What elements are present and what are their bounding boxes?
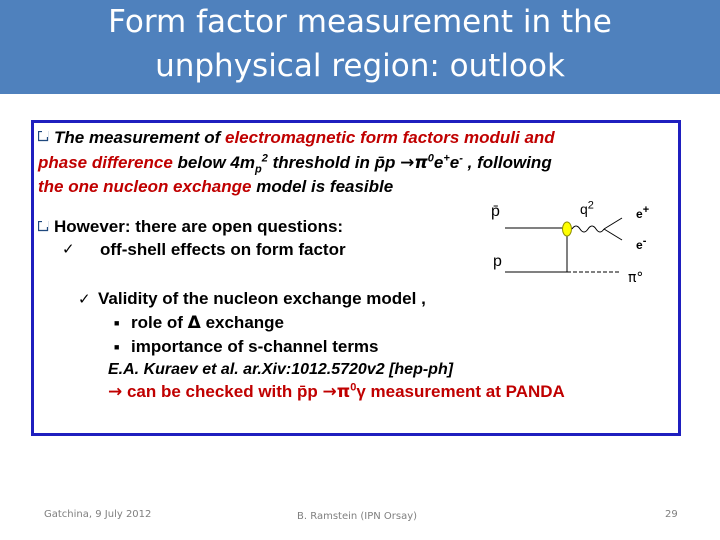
positron-line [604, 218, 622, 229]
checkmark-icon: ✓ [62, 240, 75, 258]
pion-label: π° [628, 270, 644, 286]
arrow-icon: → [400, 153, 415, 173]
positron-label [636, 204, 650, 221]
slide-title-line1: Form factor measurement in the [108, 4, 612, 40]
item-text: role of [131, 313, 188, 332]
arrow-icon: → [108, 382, 123, 402]
proton-label: p [493, 253, 502, 270]
pion-charge: 0 [427, 152, 434, 165]
checkmark-icon: ✓ [78, 290, 91, 308]
positron-symbol: e [433, 153, 444, 172]
square-superscript: 2 [261, 152, 268, 165]
electron-charge: - [642, 235, 647, 247]
positron-symbol: e [636, 207, 643, 221]
antiproton-label: p̄ [491, 203, 500, 220]
para1-line2 [38, 152, 552, 176]
proton-subscript: p [254, 163, 262, 176]
para1-highlight: electromagnetic form factors moduli and [225, 128, 555, 147]
slide-title-line2: unphysical region: outlook [155, 48, 565, 84]
electron-charge: - [459, 152, 463, 165]
square-superscript: 2 [587, 199, 594, 212]
checkbox-bullet-icon [38, 221, 49, 232]
para1-text: , following [462, 153, 552, 172]
item-text: exchange [200, 313, 284, 332]
form-factor-vertex [563, 222, 572, 236]
conclusion-text: can be checked with p̄p [122, 382, 323, 401]
para1-highlight: phase difference [38, 153, 173, 172]
arrow-icon: → [322, 382, 337, 402]
delta-exchange-item [131, 313, 284, 333]
footer-author: B. Ramstein (IPN Orsay) [297, 511, 418, 522]
conclusion-text: γ measurement at PANDA [356, 382, 565, 401]
para1-text: below 4m [172, 153, 255, 172]
square-bullet-icon: ■ [114, 318, 120, 328]
slide-title [0, 0, 720, 88]
reference: E.A. Kuraev et al. ar.Xiv:1012.5720v2 [hep-ph] [108, 361, 454, 378]
q2-label [580, 201, 594, 217]
para1-line3 [38, 177, 393, 197]
footer-date: Gatchina, 9 July 2012 [44, 509, 152, 520]
electron-symbol: e [636, 238, 643, 252]
positron-charge: + [642, 204, 650, 216]
para1-highlight: the one nucleon exchange [38, 177, 257, 196]
square-bullet-icon: ■ [114, 342, 120, 352]
page-number: 29 [665, 509, 678, 520]
pion-charge: 0 [350, 381, 357, 394]
electron-symbol: e [449, 153, 460, 172]
electron-line [604, 229, 622, 240]
electron-label [636, 235, 647, 252]
conclusion [108, 382, 565, 402]
validity-item: Validity of the nucleon exchange model , [98, 289, 426, 308]
s-channel-item: importance of s-channel terms [131, 337, 379, 356]
checkbox-bullet-icon [38, 131, 49, 142]
pion-symbol: π [336, 382, 351, 402]
positron-charge: + [443, 152, 450, 165]
off-shell-item: off-shell effects on form factor [100, 240, 346, 259]
pion-symbol: π [414, 153, 428, 173]
photon-line [572, 226, 604, 232]
para1-text: threshold in p̄p [267, 153, 401, 172]
open-questions-heading: However: there are open questions: [54, 217, 344, 236]
delta-symbol: Δ [187, 313, 201, 333]
para1-line1 [54, 128, 555, 148]
q-symbol: q [580, 201, 588, 217]
para1-text: model is feasible [256, 177, 394, 196]
para1-text: The measurement of [54, 128, 225, 147]
